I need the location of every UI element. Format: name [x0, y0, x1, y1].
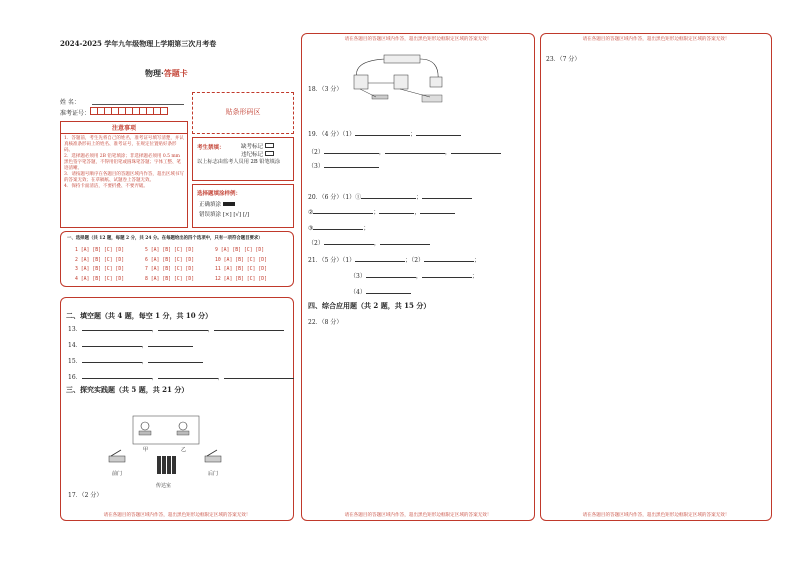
q20: 20．（6 分）（1）① ；: [308, 192, 472, 201]
barcode-area: [192, 92, 294, 134]
forbid-box: [192, 137, 294, 181]
q17: 17．（2 分）: [68, 492, 103, 499]
notice-box: [60, 121, 188, 228]
choice-row[interactable]: 7 [A] [B] [C] [D]: [145, 267, 195, 272]
notice-item: 3．请按题号顺序在各题目的答题区域内作答，超出区域书写的答案无效；在草稿纸、试题卷上答题无效。: [64, 172, 184, 183]
choice-row[interactable]: 2 [A] [B] [C] [D]: [75, 258, 125, 263]
missing-checkbox[interactable]: [265, 143, 274, 148]
warning-text: 请在各题目的答题区域内作答，超出黑色矩形边框限定区域的答案无效！: [103, 513, 251, 518]
q18: 18．（3 分）: [308, 86, 343, 93]
choice-row[interactable]: 3 [A] [B] [C] [D]: [75, 267, 125, 272]
choice-row[interactable]: 5 [A] [B] [C] [D]: [145, 248, 195, 253]
answer-column-3: [540, 33, 772, 521]
q22: 22．（8 分）: [308, 319, 343, 326]
filled-mark: [223, 202, 235, 206]
room-label: 传达室: [156, 483, 172, 489]
notice-item: 4．保持卡面清洁，不要折叠、不要弄破。: [64, 184, 148, 189]
q20-3: ③ ；: [308, 225, 370, 232]
q20-2: ② ； ，: [308, 207, 455, 216]
section2-title: 二、填空题（共 4 题，每空 1 分，共 10 分）: [66, 311, 213, 320]
warning-text: 请在各题目的答题区域内作答，超出黑色矩形边框限定区域的答案无效！: [582, 37, 730, 42]
forbid-note: 以上标志由监考人员用 2B 铅笔填涂: [197, 159, 281, 165]
barcode-label: 贴条形码区: [225, 108, 261, 116]
subject-label: 物理: [145, 68, 161, 78]
q18-circuit: [340, 53, 450, 103]
choice-row[interactable]: 1 [A] [B] [C] [D]: [75, 248, 125, 253]
q13: 13． ， ，: [68, 324, 284, 333]
fig-label-b: 乙: [181, 447, 187, 453]
notice-item: 2．选择题必须用 2B 铅笔填涂；非选择题必须用 0.5 mm 黑色签字笔答题，不得用铅笔或圆珠笔答题；字体工整、笔迹清晰。: [64, 154, 181, 171]
card-subtitle: 物理·答题卡: [145, 68, 188, 78]
choice-row[interactable]: 6 [A] [B] [C] [D]: [145, 258, 195, 263]
wrong-fill: 错误填涂 [×] [√] [/]: [199, 212, 250, 218]
id-label: 准考证号：: [60, 110, 91, 117]
notice-title: 注意事项: [61, 122, 187, 134]
q20-4: （2） ，: [308, 238, 430, 247]
choice-row[interactable]: 4 [A] [B] [C] [D]: [75, 277, 125, 282]
fill-example-box: [192, 184, 294, 228]
warning-text: 请在各题目的答题区域内作答，超出黑色矩形边框限定区域的答案无效！: [344, 513, 492, 518]
q23: 23．（7 分）: [546, 56, 581, 63]
section4-title: 四、综合应用题（共 2 题，共 15 分）: [308, 301, 431, 310]
choice-row[interactable]: 9 [A] [B] [C] [D]: [215, 248, 265, 253]
name-label: 姓 名：: [60, 99, 80, 106]
choice-row[interactable]: 10 [A] [B] [C] [D]: [215, 258, 267, 263]
choice-title: 一、选择题（共 12 题，每题 2 分，共 24 分。在每题给出的四个选项中，只有一项符合题目要求）: [67, 236, 263, 241]
q14: 14． ，: [68, 340, 193, 349]
q21-4: （4）: [350, 287, 411, 296]
fig-label-a: 甲: [143, 447, 149, 453]
missing-mark[interactable]: 缺考标记: [241, 142, 274, 150]
page-title: 2024-2025 学年九年级物理上学期第三次月考卷: [60, 39, 217, 48]
forbid-label: 考生禁填：: [197, 145, 225, 151]
q19: 19．（4 分）（1） ；: [308, 129, 461, 138]
q21: 21．（5 分）（1） ；（2） ；: [308, 257, 481, 264]
choice-row[interactable]: 8 [A] [B] [C] [D]: [145, 277, 195, 282]
q19-3: （3）: [308, 161, 379, 170]
warning-text: 请在各题目的答题区域内作答，超出黑色矩形边框限定区域的答案无效！: [344, 37, 492, 42]
warning-text: 请在各题目的答题区域内作答，超出黑色矩形边框限定区域的答案无效！: [582, 513, 730, 518]
front-door-label: 前门: [112, 471, 123, 477]
cheat-mark[interactable]: 违纪标记: [241, 150, 274, 158]
q19-2: （2） ， ，: [308, 147, 501, 156]
q16: 16． ， ，: [68, 372, 294, 381]
choice-row[interactable]: 12 [A] [B] [C] [D]: [215, 277, 267, 282]
notice-item: 1．答题前，考生先将自己的姓名，准考证号填写清楚，并认真核准条形码上的姓名、准考证号，在规定位置贴好条形码。: [64, 136, 184, 153]
back-door-label: 后门: [208, 471, 219, 477]
id-grid[interactable]: [90, 107, 167, 115]
card-label: 答题卡: [163, 68, 188, 78]
fill-example-title: 选择题填涂样例：: [197, 191, 242, 197]
q15: 15． ，: [68, 356, 203, 365]
name-field[interactable]: [92, 104, 184, 105]
q21-3: （3） ， ；: [350, 273, 478, 280]
cheat-checkbox[interactable]: [265, 151, 274, 156]
section3-title: 三、探究实践题（共 5 题，共 21 分）: [66, 385, 189, 394]
correct-fill: 正确填涂: [199, 200, 235, 208]
choice-row[interactable]: 11 [A] [B] [C] [D]: [215, 267, 267, 272]
